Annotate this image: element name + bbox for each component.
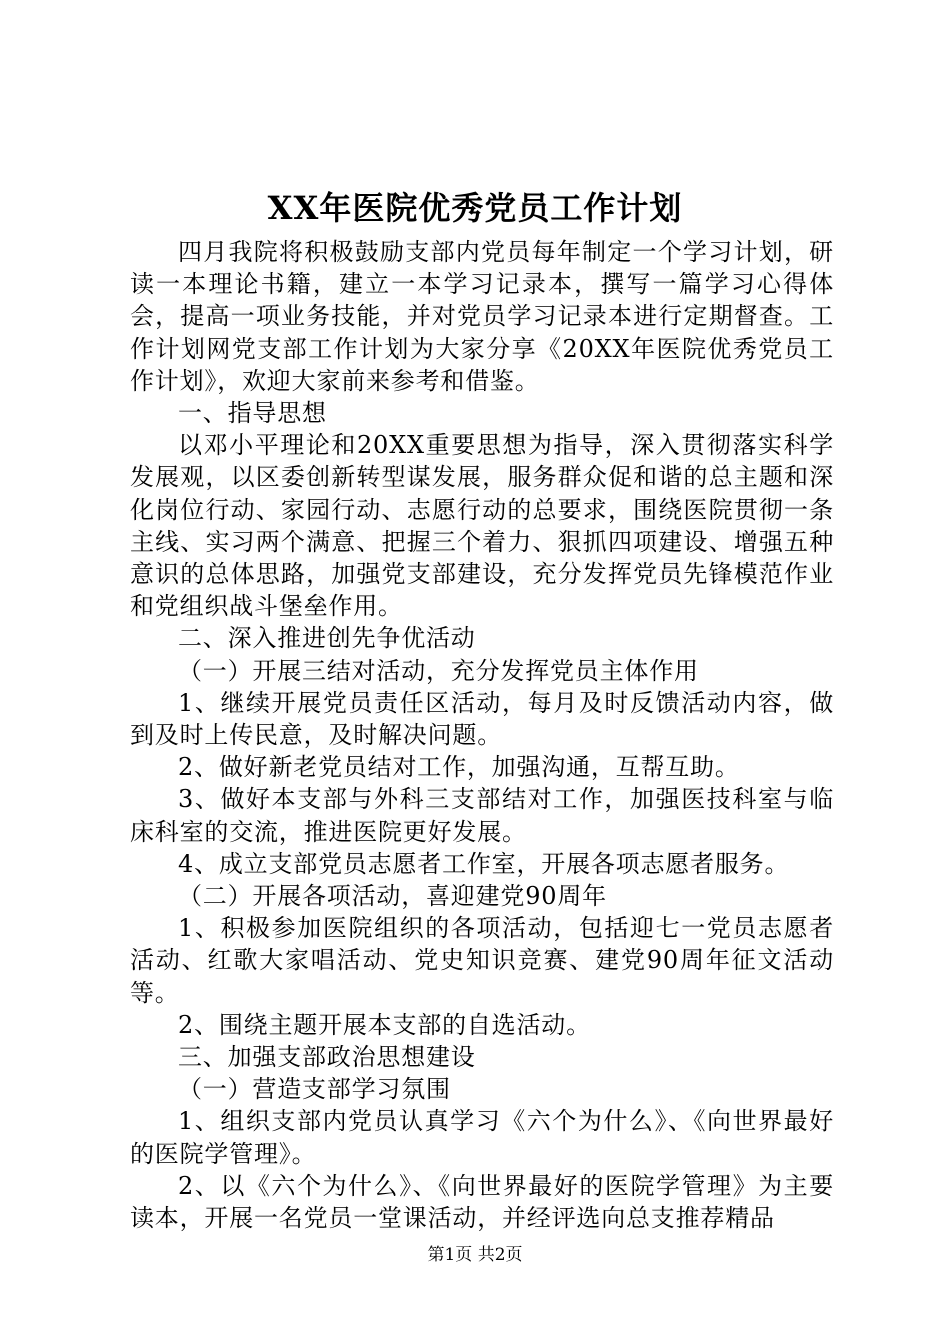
list-item: 2、围绕主题开展本支部的自选活动。 [178, 1010, 591, 1039]
list-item: 2、以《六个为什么》、《向世界最好的医院学管理》为主要读本，开展一名党员一堂课活动，并经评选向总支推荐精品 [130, 1171, 834, 1233]
page-number-footer: 第1页 共2页 [427, 1245, 523, 1265]
subheading-anniversary-activities: （二）开展各项活动，喜迎建党90周年 [178, 882, 607, 911]
list-item: 3、做好本支部与外科三支部结对工作，加强医技科室与临床科室的交流，推进医院更好发展。 [130, 785, 834, 846]
document-body [130, 236, 834, 1234]
list-item: 1、积极参加医院组织的各项活动，包括迎七一党员志愿者活动、红歌大家唱活动、党史知识竞赛、建党90周年征文活动等。 [130, 914, 834, 1007]
list-item: 1、继续开展党员责任区活动，每月及时反馈活动内容，做到及时上传民意，及时解决问题。 [130, 688, 834, 750]
list-item: 4、成立支部党员志愿者工作室，开展各项志愿者服务。 [178, 849, 790, 878]
paragraph-guiding-ideology: 以邓小平理论和20XX重要思想为指导，深入贯彻落实科学发展观，以区委创新转型谋发展，服务群众促和谐的总主题和深化岗位行动、家园行动、志愿行动的总要求，围绕医院贯彻一条主线、实习两个满意、把握三个着力、狠抓四项建设、增强五种意识的总体思路，加强党支部建设，充分发挥党员先锋模范作业和党组织战斗堡垒作用。 [130, 431, 834, 621]
subheading-study-atmosphere: （一）营造支部学习氛围 [178, 1075, 451, 1104]
list-item: 2、做好新老党员结对工作，加强沟通，互帮互助。 [178, 753, 740, 782]
paragraph-intro: 四月我院将积极鼓励支部内党员每年制定一个学习计划，研读一本理论书籍，建立一本学习记录本，撰写一篇学习心得体会，提高一项业务技能，并对党员学习记录本进行定期督查。工作计划网党支部工作计划为大家分享《20XX年医院优秀党员工作计划》，欢迎大家前来参考和借鉴。 [130, 238, 834, 395]
list-item: 1、组织支部内党员认真学习《六个为什么》、《向世界最好的医院学管理》。 [130, 1107, 834, 1168]
document-title: XX年医院优秀党员工作计划 [267, 189, 683, 227]
subheading-pairing-activities: （一）开展三结对活动，充分发挥党员主体作用 [178, 656, 699, 685]
heading-guiding-ideology: 一、指导思想 [178, 399, 327, 428]
heading-section-two: 二、深入推进创先争优活动 [178, 624, 476, 653]
heading-section-three: 三、加强支部政治思想建设 [178, 1043, 476, 1072]
